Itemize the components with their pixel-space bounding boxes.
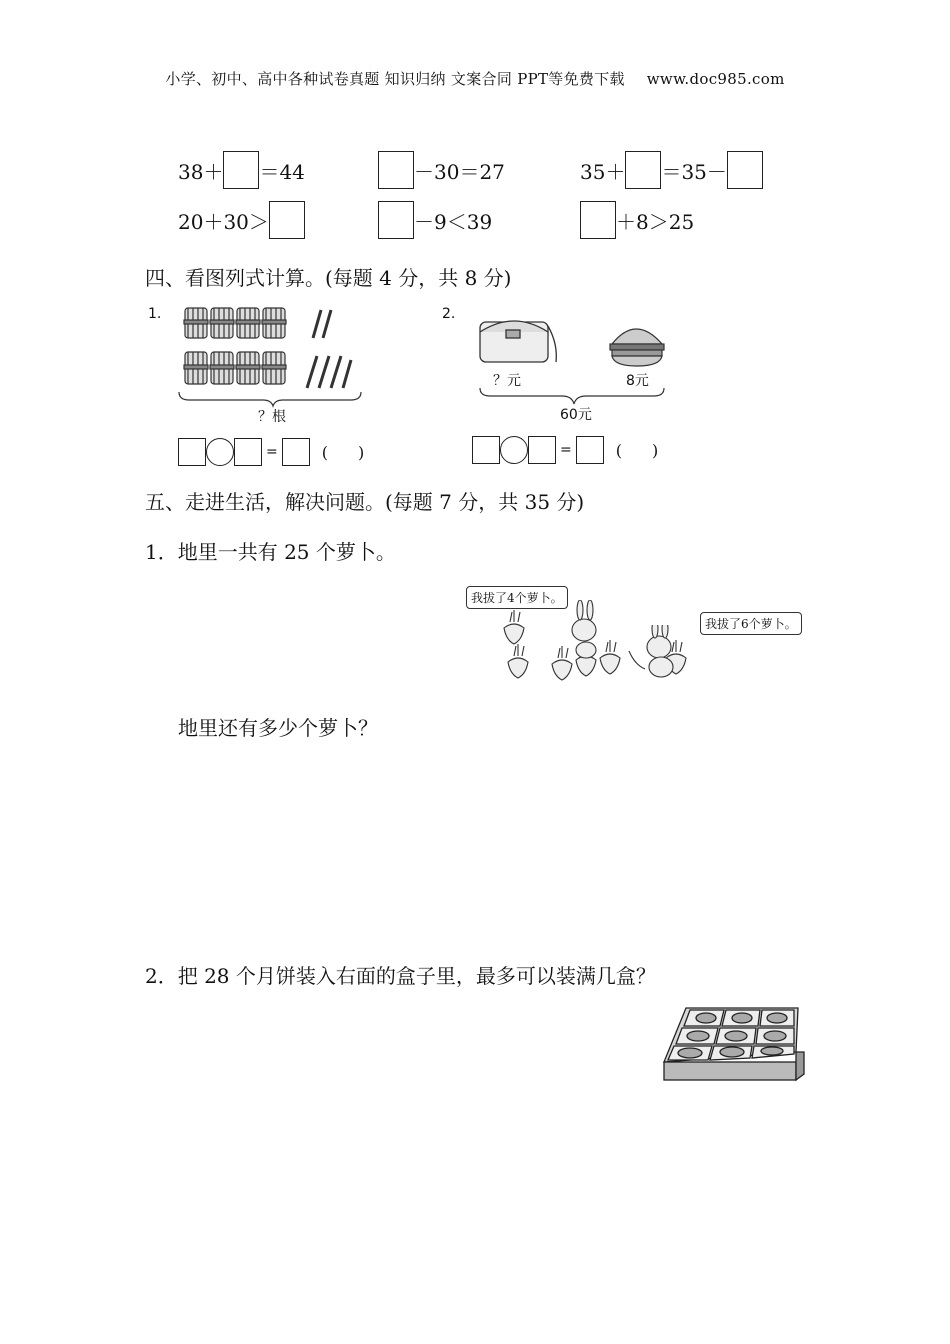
- answer-box[interactable]: [178, 438, 206, 466]
- expr-text: －9＜39: [414, 209, 493, 234]
- expr-text: 35＋: [580, 159, 626, 184]
- answer-box[interactable]: [727, 151, 763, 189]
- single-stick-icon: [343, 360, 351, 388]
- answer-box[interactable]: [580, 201, 616, 239]
- header-url: www.doc985.com: [646, 70, 785, 88]
- answer-box[interactable]: [472, 436, 500, 464]
- equals-sign: =: [266, 444, 278, 460]
- stick-bundle-icon: [236, 308, 260, 338]
- answer-box[interactable]: [282, 438, 310, 466]
- problem-2-answer-row: [472, 434, 688, 466]
- stick-bundle-icon: [210, 352, 234, 384]
- question-1-text: 1．地里一共有 25 个萝卜。: [145, 540, 396, 564]
- stick-bundle-icon: [236, 352, 260, 384]
- problem-2-number: 2.: [442, 306, 456, 322]
- header-text: 小学、初中、高中各种试卷真题 知识归纳 文案合同 PPT等免费下载: [165, 70, 625, 88]
- schoolbag-icon: [480, 321, 556, 362]
- bag-burger-illustration: [470, 300, 700, 410]
- stick-bundle-icon: [184, 352, 208, 384]
- sticks-total-label: ？根: [258, 409, 286, 425]
- bag-price-label: ？元: [493, 373, 521, 389]
- blank-expr-4: [178, 200, 305, 240]
- stick-bundle-icon: [184, 308, 208, 338]
- section-score: (每题 4 分，共 8 分): [325, 266, 512, 290]
- carrot-icon: [552, 646, 572, 680]
- answer-box[interactable]: [576, 436, 604, 464]
- expr-text: 38＋: [178, 159, 224, 184]
- burger-price-label: 8元: [626, 373, 649, 389]
- operator-circle[interactable]: [500, 436, 528, 464]
- single-stick-icon: [307, 356, 317, 388]
- mooncake-box-illustration: [660, 996, 810, 1096]
- total-price-label: 60元: [560, 407, 592, 423]
- blank-expr-5: [378, 200, 492, 240]
- section-4-title: [145, 262, 511, 291]
- answer-box[interactable]: [378, 201, 414, 239]
- section-title-text: 五、走进生活，解决问题。: [145, 490, 385, 514]
- single-stick-icon: [313, 310, 321, 338]
- paren-close: ): [357, 442, 395, 462]
- section-score: (每题 7 分，共 35 分): [385, 490, 585, 514]
- answer-box[interactable]: [625, 151, 661, 189]
- answer-box[interactable]: [223, 151, 259, 189]
- carrot-icon: [600, 640, 620, 674]
- answer-box[interactable]: [528, 436, 556, 464]
- section-title-text: 四、看图列式计算。: [145, 266, 325, 290]
- stick-bundle-icon: [262, 308, 286, 338]
- single-stick-icon: [331, 356, 341, 388]
- equals-sign: =: [560, 442, 572, 458]
- speech-bubble-1: 我拔了4个萝卜。: [466, 586, 568, 609]
- blank-expr-3: [580, 150, 763, 190]
- blank-expr-1: [178, 150, 305, 190]
- single-stick-icon: [323, 310, 331, 338]
- stick-bundle-icon: [210, 308, 234, 338]
- carrot-icon: [504, 610, 524, 644]
- rabbit-2-illustration: [625, 625, 700, 685]
- blank-expr-6: [580, 200, 694, 240]
- question-2-text: 2．把 28 个月饼装入右面的盒子里，最多可以装满几盒？: [145, 964, 656, 988]
- paren-open: (: [321, 442, 358, 462]
- carrot-icon: [508, 644, 528, 678]
- unit-paren[interactable]: [616, 441, 689, 460]
- answer-box[interactable]: [234, 438, 262, 466]
- expr-text: ＝44: [259, 159, 305, 184]
- single-stick-icon: [319, 356, 329, 388]
- paren-open: (: [615, 440, 652, 460]
- page-header: [0, 68, 950, 89]
- operator-circle[interactable]: [206, 438, 234, 466]
- answer-box[interactable]: [269, 201, 305, 239]
- blank-expr-2: [378, 150, 505, 190]
- burger-icon: [610, 329, 664, 366]
- question-1-ask: 地里还有多少个萝卜？: [178, 716, 378, 740]
- rabbit-icon: [572, 600, 596, 658]
- paren-close: ): [651, 440, 689, 460]
- brace-icon: [480, 388, 664, 404]
- expr-text: ＋8＞25: [616, 209, 695, 234]
- problem-1-answer-row: [178, 436, 394, 468]
- stick-bundle-icon: [262, 352, 286, 384]
- speech-bubble-2: 我拔了6个萝卜。: [700, 612, 802, 635]
- expr-text: 20＋30＞: [178, 209, 269, 234]
- rabbit-icon: [629, 625, 673, 677]
- brace-icon: [179, 392, 361, 406]
- unit-paren[interactable]: [322, 443, 395, 462]
- answer-box[interactable]: [378, 151, 414, 189]
- expr-text: ＝35－: [661, 159, 727, 184]
- problem-1-number: 1.: [148, 306, 162, 322]
- expr-text: －30＝27: [414, 159, 505, 184]
- section-5-title: [145, 486, 584, 515]
